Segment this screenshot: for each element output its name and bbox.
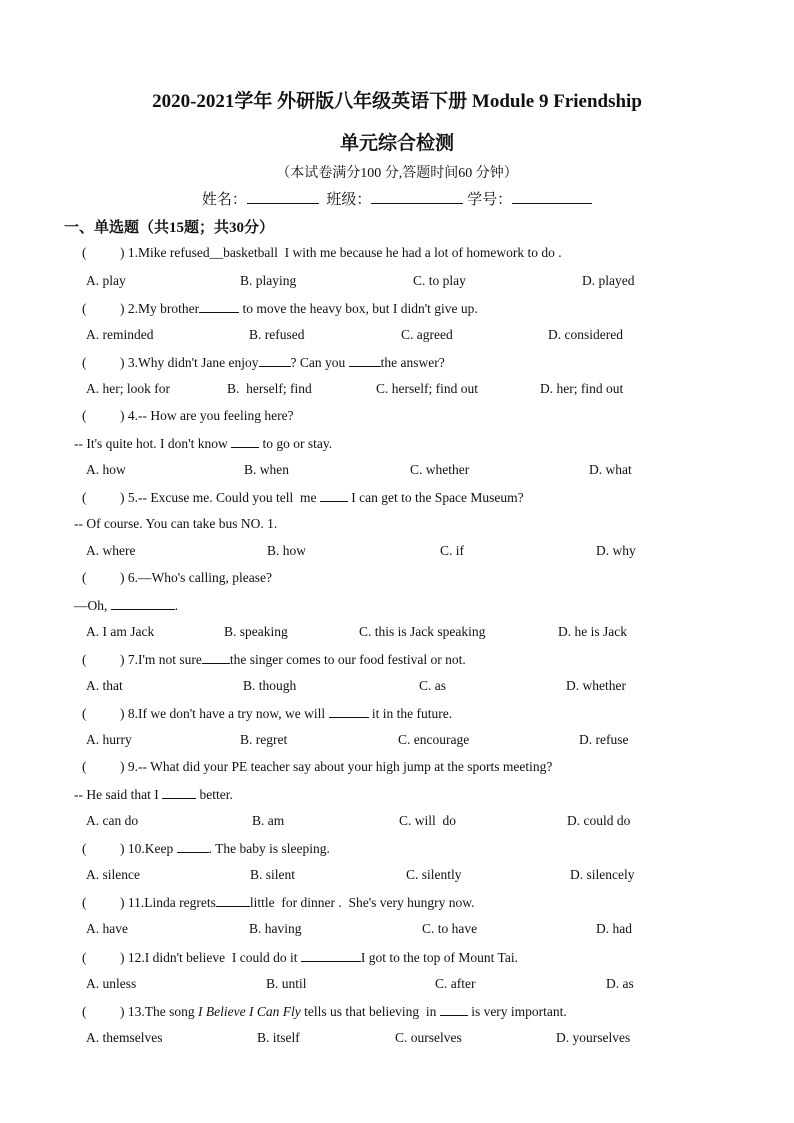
option[interactable]: A. unless [86, 976, 137, 991]
option[interactable]: A. that [86, 678, 123, 693]
option[interactable]: D. silencely [570, 867, 635, 882]
option[interactable]: A. hurry [86, 732, 132, 747]
option[interactable]: B. until [266, 976, 307, 991]
option[interactable]: A. have [86, 921, 128, 936]
question-stem: ( ) 2.My brother to move the heavy box, but I didn't give up. [82, 301, 478, 316]
question-stem: ( ) 9.-- What did your PE teacher say about your high jump at the sports meeting? [82, 759, 553, 774]
option[interactable]: D. he is Jack [558, 624, 627, 639]
option[interactable]: C. if [440, 543, 465, 558]
question-stem: ( ) 13.The song I Believe I Can Fly tells us that believing in is very important. [82, 1004, 567, 1019]
option[interactable]: D. what [589, 462, 632, 477]
answer-paren[interactable]: ( [82, 706, 87, 721]
option[interactable]: C. ourselves [395, 1030, 462, 1045]
question-dialogue: —Oh, . [74, 598, 179, 613]
answer-paren[interactable]: ( [82, 355, 87, 370]
question-dialogue: -- It's quite hot. I don't know to go or stay. [74, 436, 333, 451]
option[interactable]: B. when [244, 462, 289, 477]
option[interactable]: B. speaking [224, 624, 288, 639]
question-stem: ( ) 6.—Who's calling, please? [82, 570, 273, 585]
question-stem: ( ) 3.Why didn't Jane enjoy ? Can you the answer? [82, 355, 445, 370]
option[interactable]: D. could do [567, 813, 631, 828]
option[interactable]: C. agreed [401, 327, 453, 342]
answer-paren[interactable]: ( [82, 245, 87, 260]
question-dialogue: -- Of course. You can take bus NO. 1. [74, 516, 278, 531]
question-stem: ( ) 7.I'm not sure the singer comes to our food festival or not. [82, 652, 466, 667]
option[interactable]: A. can do [86, 813, 139, 828]
question-stem: ( ) 8.If we don't have a try now, we will it in the future. [82, 706, 453, 721]
option[interactable]: C. to play [413, 273, 466, 288]
option[interactable]: B. refused [249, 327, 305, 342]
name-blank[interactable] [247, 189, 319, 204]
option[interactable]: B. regret [240, 732, 288, 747]
option[interactable]: D. her; find out [540, 381, 624, 396]
option[interactable]: D. had [596, 921, 632, 936]
answer-paren[interactable]: ( [82, 759, 87, 774]
question-stem: ( ) 10.Keep . The baby is sleeping. [82, 841, 330, 856]
option[interactable]: A. play [86, 273, 126, 288]
answer-paren[interactable]: ( [82, 301, 87, 316]
option[interactable]: D. why [596, 543, 636, 558]
option[interactable]: B. am [252, 813, 285, 828]
exam-title-line2: 单元综合检测 [339, 133, 454, 154]
answer-paren[interactable]: ( [82, 950, 87, 965]
question-stem: ( ) 5.-- Excuse me. Could you tell me I can get to the Space Museum? [82, 490, 524, 505]
question-dialogue: -- He said that I better. [74, 787, 233, 802]
answer-paren[interactable]: ( [82, 1004, 87, 1019]
option[interactable]: C. whether [410, 462, 470, 477]
class-label: 班级： [326, 192, 372, 208]
answer-paren[interactable]: ( [82, 570, 87, 585]
option[interactable]: D. yourselves [556, 1030, 631, 1045]
question-stem: ( ) 11.Linda regrets little for dinner . She's very hungry now. [82, 895, 475, 910]
option[interactable]: D. as [606, 976, 634, 991]
question-stem: ( ) 12.I didn't believe I could do it I got to the top of Mount Tai. [82, 950, 518, 965]
option[interactable]: B. having [249, 921, 302, 936]
option[interactable]: C. as [419, 678, 446, 693]
answer-paren[interactable]: ( [82, 841, 87, 856]
option[interactable]: C. will do [399, 813, 457, 828]
id-label: 学号： [467, 192, 513, 208]
option[interactable]: A. silence [86, 867, 140, 882]
option[interactable]: A. reminded [86, 327, 154, 342]
option[interactable]: B. playing [240, 273, 297, 288]
option[interactable]: D. refuse [579, 732, 629, 747]
option[interactable]: D. whether [566, 678, 626, 693]
option[interactable]: C. to have [422, 921, 478, 936]
exam-title-line1: 2020-2021学年 外研版八年级英语下册 Module 9 Friendship [152, 91, 642, 112]
option[interactable]: A. I am Jack [86, 624, 155, 639]
option[interactable]: A. how [86, 462, 126, 477]
option[interactable]: D. considered [548, 327, 623, 342]
option[interactable]: C. herself; find out [376, 381, 478, 396]
exam-note: （本试卷满分100 分,答题时间60 分钟） [276, 166, 518, 181]
option[interactable]: B. silent [250, 867, 296, 882]
answer-paren[interactable]: ( [82, 408, 87, 423]
option[interactable]: B. how [267, 543, 307, 558]
name-label: 姓名： [201, 192, 247, 208]
answer-paren[interactable]: ( [82, 652, 87, 667]
option[interactable]: C. this is Jack speaking [359, 624, 486, 639]
option[interactable]: A. themselves [86, 1030, 163, 1045]
class-blank[interactable] [371, 189, 463, 204]
option[interactable]: D. played [582, 273, 635, 288]
option[interactable]: A. her; look for [86, 381, 170, 396]
option[interactable]: C. silently [406, 867, 462, 882]
section-heading: 一、单选题（共15题；共30分） [64, 220, 275, 236]
question-stem: ( ) 1.Mike refused__basketball I with me because he had a lot of homework to do . [82, 245, 562, 260]
option[interactable]: B. herself; find [227, 381, 312, 396]
option[interactable]: C. after [435, 976, 476, 991]
option[interactable]: C. encourage [398, 732, 470, 747]
id-blank[interactable] [512, 189, 592, 204]
question-stem: ( ) 4.-- How are you feeling here? [82, 408, 294, 423]
student-info-row [0, 188, 794, 209]
option[interactable]: B. itself [257, 1030, 300, 1045]
option[interactable]: A. where [86, 543, 136, 558]
answer-paren[interactable]: ( [82, 895, 87, 910]
option[interactable]: B. though [243, 678, 297, 693]
answer-paren[interactable]: ( [82, 490, 87, 505]
